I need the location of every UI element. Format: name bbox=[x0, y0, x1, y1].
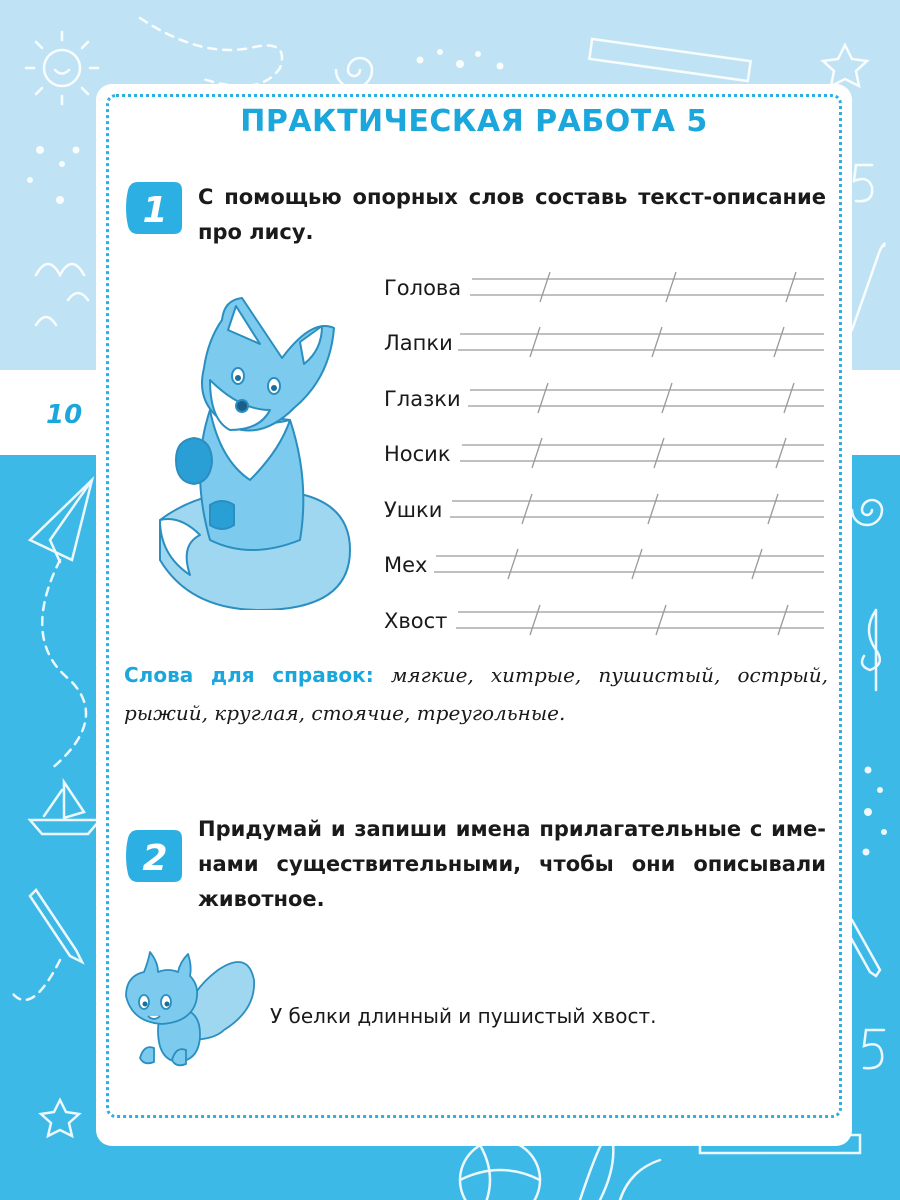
reference-words-block bbox=[124, 656, 828, 732]
squirrel-illustration bbox=[118, 950, 258, 1080]
support-word: Ушки bbox=[384, 498, 443, 522]
reference-words: мягкие, хитрые, пушистый, острый, рыжий, круглая, стоячие, треугольные. bbox=[124, 663, 828, 725]
task-2-number: 2 bbox=[142, 838, 168, 879]
pencil-icon bbox=[30, 890, 82, 962]
page-number: 10 bbox=[46, 400, 83, 430]
support-word: Хвост bbox=[384, 609, 448, 633]
support-word: Голова bbox=[384, 276, 462, 300]
digit-five-doodle-2 bbox=[864, 1030, 884, 1068]
example-sentence: У белки длинный и пушистый хвост. bbox=[270, 1004, 657, 1028]
support-word: Глазки bbox=[384, 387, 461, 411]
writing-line-ushki bbox=[450, 494, 824, 524]
dashed-loop-doodle bbox=[10, 960, 60, 1000]
writing-line-nosik bbox=[460, 438, 824, 468]
sailboat-icon bbox=[30, 782, 100, 834]
writing-line-meh bbox=[434, 549, 824, 579]
task-1-text: С помощью опорных слов составь текст-описание про лису. bbox=[198, 185, 826, 244]
task-2-badge bbox=[124, 826, 184, 886]
writing-line-golova bbox=[470, 272, 824, 302]
support-word: Носик bbox=[384, 442, 451, 466]
support-word: Лапки bbox=[384, 331, 453, 355]
reference-label: Слова для справок: bbox=[124, 663, 374, 687]
support-word: Мех bbox=[384, 553, 428, 577]
task-1-number: 1 bbox=[142, 190, 168, 231]
writing-line-hvost bbox=[456, 605, 824, 635]
page-title: ПРАКТИЧЕСКАЯ РАБОТА 5 bbox=[240, 104, 708, 139]
star-icon-2 bbox=[41, 1100, 79, 1136]
writing-line-lapki bbox=[458, 327, 824, 357]
task-2-text: Придумай и запиши имена прилагательные с име-нами существительными, чтобы они описывали животное. bbox=[198, 817, 826, 911]
writing-line-glazki bbox=[468, 383, 824, 413]
